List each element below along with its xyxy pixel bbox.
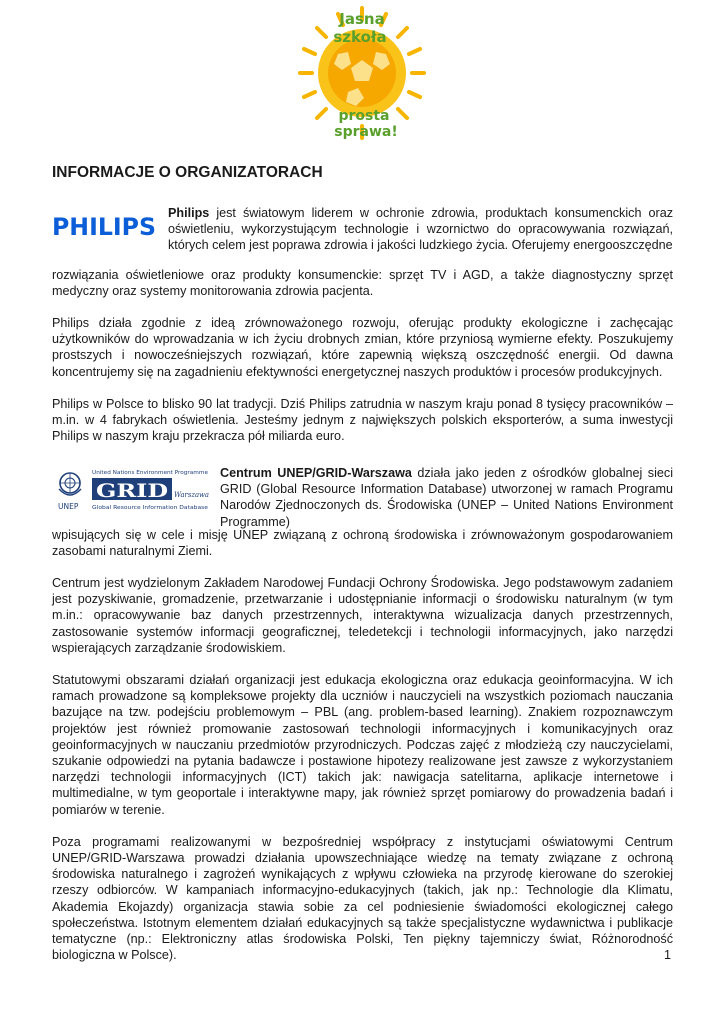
philips-section-body: [52, 254, 673, 457]
logo-text-szkola: szkoła: [333, 28, 387, 46]
jasna-szkola-logo: [298, 2, 426, 144]
unep-logo-db-text: Global Resource Information Database: [92, 505, 209, 511]
page-number: 1: [664, 948, 672, 962]
page-title: INFORMACJE O ORGANIZATORACH: [52, 164, 323, 181]
philips-paragraph-3: Philips w Polsce to blisko 90 lat tradycji. Dziś Philips zatrudnia w naszym kraju ponad 8 tysięcy pracowników – m.in. w 4 fabrykach oświetlenia. Jesteśmy jednym z największych polskich eksporterów, a suma inwestycji Philips w naszym kraju przekracza pół miliarda euro.: [52, 396, 673, 444]
unep-logo-grid-text: GRID: [96, 480, 168, 502]
unep-grid-logo: [56, 467, 210, 511]
unep-name: Centrum UNEP/GRID-Warszawa: [220, 466, 412, 480]
logo-text-sprawa: sprawa!: [334, 124, 398, 140]
unep-logo-city-text: Warszawa: [174, 490, 209, 499]
philips-paragraph-2: Philips działa zgodnie z ideą zrównoważonego rozwoju, oferując produkty ekologiczne i zachęcając użytkowników do wprowadzania w ich życiu drobnych zmian, które przyniosą wymierne efekty. Poszukujemy prostszych i nowocześniejszych rozwiązań, które zapewnią większą oszczędność energii. Od dawna koncentrujemy się na zagadnieniu efektywności energetycznej naszych produktów i procesów produkcyjnych.: [52, 316, 673, 379]
unep-intro-text: działa jako jeden z ośrodków globalnej sieci GRID (Global Resource Information Database) utworzonej w ramach Programu Narodów Zjednoczonych ds. Środowiska (UNEP – United Nations Environment Programme): [220, 466, 673, 529]
unep-paragraph-3: Statutowymi obszarami działań organizacji jest edukacja ekologiczna oraz edukacja geoinformacyjna. W ich ramach prowadzone są kompleksowe projekty dla uczniów i nauczycieli na wszystkich poziomach nauczania bazujące na tzw. podejściu problemowym – PBL (ang. problem-based learning). Znakiem rozpoznawczym projektów jest również promowanie zastosowań technologii informacyjnych i komunikacyjnych oraz geoinformacyjnych w nauczaniu przedmiotów przyrodniczych. Podczas zajęć z młodzieżą czy nauczycielami, szukanie odpowiedzi na pytania badawcze i postawione hipotezy realizowane jest zawsze z wykorzystaniem narzędzi technologii informacyjnych (ICT) takich jak: nawigacja satelitarna, aplikacje internetowe i multimedialne, w tym geoportale i interaktywne mapy, jak również sprzęt pomiarowy do prowadzenia badań i pomiarów w terenie.: [52, 673, 673, 817]
philips-intro-continued: rozwiązania oświetleniowe oraz produkty konsumenckie: sprzęt TV i AGD, a także diagnostyczny sprzęt medyczny oraz systemy monitorowania zdrowia pacjenta.: [52, 267, 673, 298]
unep-intro-continued: wpisujących się w cele i misję UNEP związaną z ochroną środowiska i zrównoważonym gospodarowaniem zasobami naturalnymi Ziemi.: [52, 527, 673, 558]
philips-logo-text: PHILIPS: [52, 213, 156, 240]
logo-text-jasna: Jasna: [339, 10, 385, 28]
logo-text-prosta: prosta: [338, 108, 390, 124]
unep-section-body: [52, 514, 673, 976]
unep-logo-label: UNEP: [58, 502, 79, 511]
philips-logo: [52, 210, 157, 240]
unep-logo-top-text: United Nations Environment Programme: [92, 470, 209, 476]
philips-name: Philips: [168, 206, 210, 220]
unep-paragraph-2: Centrum jest wydzielonym Zakładem Narodowej Fundacji Ochrony Środowiska. Jego podstawowym zadaniem jest pozyskiwanie, gromadzenie, przetwarzanie i udostępnianie informacji o środowisku naturalnym (w tym m.in.: opracowywanie baz danych przestrzennych, interaktywna wizualizacja danych przestrzennych, zastosowanie systemów informacji geograficznej, teledetekcji i technologii informacyjnych, jako narzędzi wspierających zarządzanie środowiskiem.: [52, 576, 673, 655]
philips-intro: [168, 205, 673, 254]
unep-paragraph-4: Poza programami realizowanymi w bezpośredniej współpracy z instytucjami oświatowymi Centrum UNEP/GRID-Warszawa prowadzi działania upowszechniające wiedzę na tematy związane z ochroną środowiska naturalnego i zagrożeń wynikających z wpływu człowieka na przyrodę kierowane do szerokiej rzeszy odbiorców. W kampaniach informacyjno-edukacyjnych (takich, jak np.: Technologie dla Klimatu, Akademia Ekojazdy) organizacja stawia sobie za cel podniesienie świadomości ekologicznej całego społeczeństwa. Istotnym elementem działań edukacyjnych są także specjalistyczne wydawnictwa i publikacje tematyczne (np.: Elektroniczny atlas środowiska Polski, Ten piękny tajemniczy świat, Różnorodność biologiczna w Polsce).: [52, 834, 673, 963]
philips-intro-text: jest światowym liderem w ochronie zdrowia, produktach konsumenckich oraz oświetleniu, wykorzystującym technologie i wzornictwo do opracowywania rozwiązań, których celem jest poprawa zdrowia i jakości ludzkiego życia. Oferujemy energooszczędne: [168, 206, 673, 253]
